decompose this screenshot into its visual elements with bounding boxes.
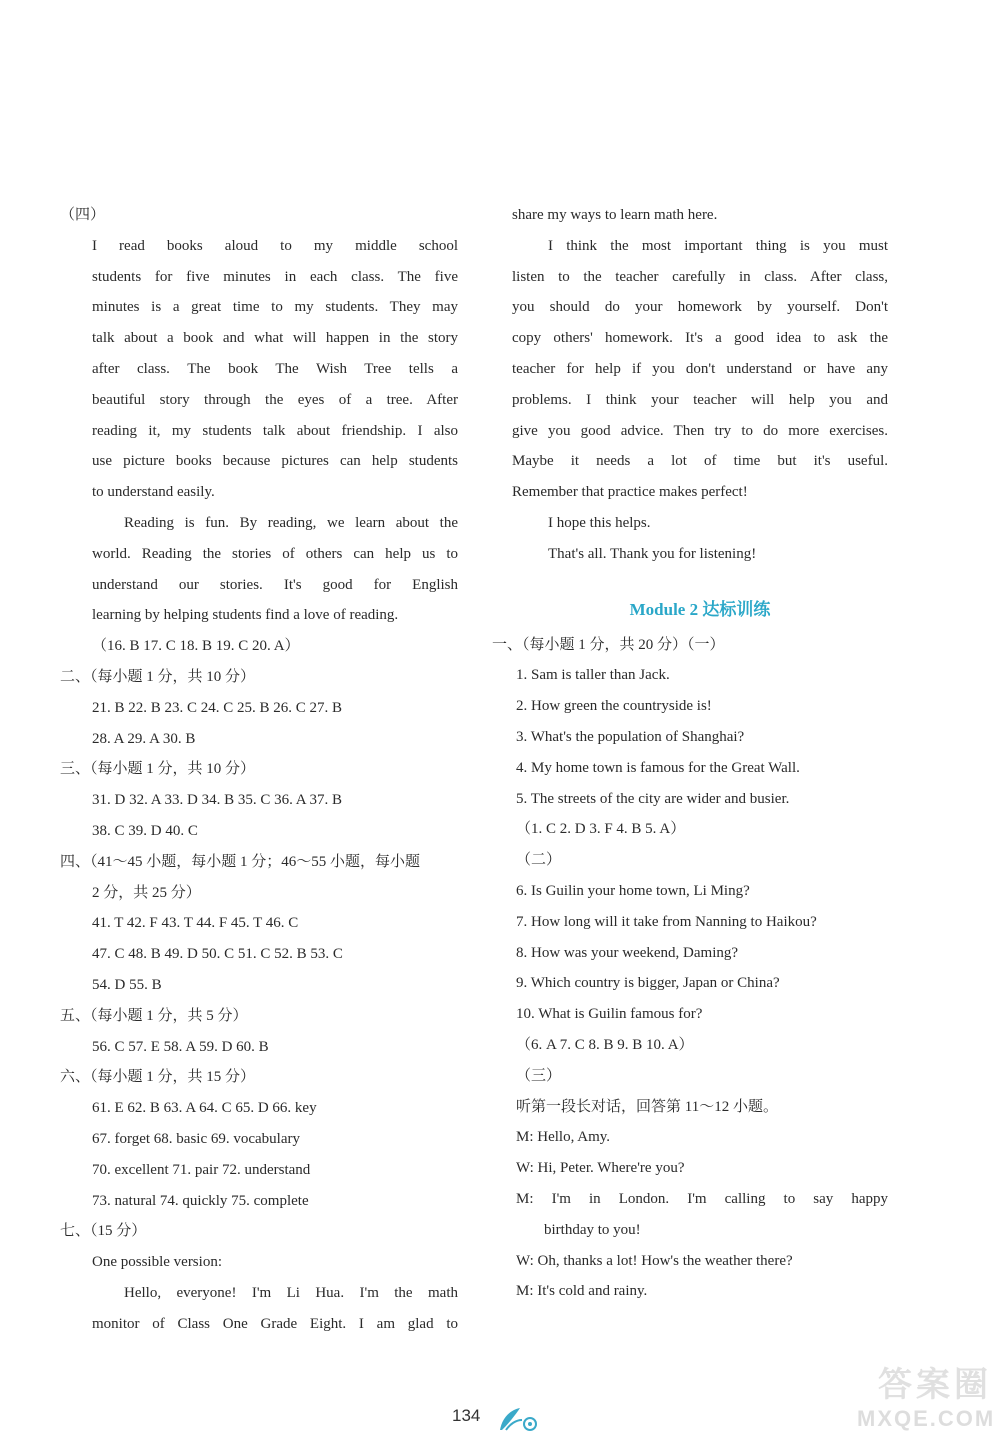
text-line: 56. C 57. E 58. A 59. D 60. B xyxy=(92,1038,269,1055)
text-line: M: I'm in London. I'm calling to say happy xyxy=(516,1190,888,1207)
text-line: 73. natural 74. quickly 75. complete xyxy=(92,1192,309,1209)
text-line: copy others' homework. It's a good idea to ask the xyxy=(512,330,888,347)
text-line: reading it, my students talk about friendship. I also xyxy=(92,422,458,439)
text-line: 41. T 42. F 43. T 44. F 45. T 46. C xyxy=(92,915,299,932)
watermark-top: 答案圈 xyxy=(878,1366,992,1404)
text-line: 2 分，共 25 分） xyxy=(92,884,201,901)
text-line: Reading is fun. By reading, we learn about the xyxy=(124,514,458,531)
text-line: Remember that practice makes perfect! xyxy=(512,484,748,501)
text-line: 二、（每小题 1 分，共 10 分） xyxy=(60,668,256,685)
text-line: talk about a book and what will happen in the story xyxy=(92,330,458,347)
text-line: learning by helping students find a love of reading. xyxy=(92,607,399,624)
text-line: you should do your homework by yourself. Don't xyxy=(512,299,888,316)
text-line: 8. How was your weekend, Daming? xyxy=(516,944,739,961)
text-line: 5. The streets of the city are wider and busier. xyxy=(516,790,790,807)
text-line: 五、（每小题 1 分，共 5 分） xyxy=(60,1007,248,1024)
right-column-top xyxy=(512,200,888,570)
watermark-logo xyxy=(857,1357,996,1445)
text-line: I hope this helps. xyxy=(548,514,651,531)
text-line: One possible version: xyxy=(92,1254,222,1271)
text-line: monitor of Class One Grade Eight. I am glad to xyxy=(92,1315,458,1332)
text-line: 7. How long will it take from Nanning to Haikou? xyxy=(516,913,817,930)
text-line: 听第一段长对话，回答第 11～12 小题。 xyxy=(516,1098,778,1115)
text-line: （1. C 2. D 3. F 4. B 5. A） xyxy=(516,821,686,838)
text-line: 六、（每小题 1 分，共 15 分） xyxy=(60,1069,256,1086)
text-line: Maybe it needs a lot of time but it's useful. xyxy=(512,453,888,470)
text-line: world. Reading the stories of others can help us to xyxy=(92,545,458,562)
text-line: （三） xyxy=(516,1067,562,1084)
text-line: 2. How green the countryside is! xyxy=(516,698,712,715)
text-line: That's all. Thank you for listening! xyxy=(548,545,757,562)
text-line: （四） xyxy=(60,207,106,223)
text-line: 31. D 32. A 33. D 34. B 35. C 36. A 37. B xyxy=(92,792,343,809)
text-line: （16. B 17. C 18. B 19. C 20. A） xyxy=(92,638,300,655)
watermark-bottom: MXQE.COM xyxy=(857,1406,996,1431)
text-line: Hello, everyone! I'm Li Hua. I'm the math xyxy=(124,1284,458,1301)
text-line: I read books aloud to my middle school xyxy=(92,237,458,254)
text-line: 67. forget 68. basic 69. vocabulary xyxy=(92,1130,301,1147)
text-line: listen to the teacher carefully in class. After class, xyxy=(512,268,888,285)
text-line: （二） xyxy=(516,852,562,869)
module-title: Module 2 达标训练 xyxy=(629,599,771,619)
text-line: （6. A 7. C 8. B 9. B 10. A） xyxy=(516,1036,694,1053)
text-line: 54. D 55. B xyxy=(92,976,162,993)
text-line: 21. B 22. B 23. C 24. C 25. B 26. C 27. B xyxy=(92,699,343,716)
text-line: birthday to you! xyxy=(544,1221,641,1238)
text-line: 4. My home town is famous for the Great Wall. xyxy=(516,759,800,776)
text-line: students for five minutes in each class. The five xyxy=(92,268,458,285)
leaf-swirl-icon xyxy=(496,1404,540,1434)
text-line: W: Oh, thanks a lot! How's the weather there? xyxy=(516,1252,793,1269)
page-number: 134 xyxy=(452,1406,481,1425)
text-line: 9. Which country is bigger, Japan or China? xyxy=(516,975,780,992)
text-line: 70. excellent 71. pair 72. understand xyxy=(92,1161,311,1178)
left-column xyxy=(60,200,458,1339)
text-line: 28. A 29. A 30. B xyxy=(92,730,196,747)
text-line: 6. Is Guilin your home town, Li Ming? xyxy=(516,882,750,899)
text-line: minutes is a great time to my students. They may xyxy=(92,299,458,316)
text-line: 1. Sam is taller than Jack. xyxy=(516,667,670,684)
text-line: to understand easily. xyxy=(92,484,215,501)
text-line: give you good advice. Then try to do more exercises. xyxy=(512,422,888,439)
text-line: 四、（41～45 小题，每小题 1 分；46～55 小题，每小题 xyxy=(60,853,421,870)
text-line: 三、（每小题 1 分，共 10 分） xyxy=(60,761,256,778)
text-line: 47. C 48. B 49. D 50. C 51. C 52. B 53. C xyxy=(92,946,343,963)
text-line: 38. C 39. D 40. C xyxy=(92,822,198,839)
text-line: beautiful story through the eyes of a tree. After xyxy=(92,391,458,408)
text-line: 3. What's the population of Shanghai? xyxy=(516,728,745,745)
text-line: understand our stories. It's good for English xyxy=(92,576,458,593)
text-line: M: It's cold and rainy. xyxy=(516,1283,648,1300)
text-line: W: Hi, Peter. Where're you? xyxy=(516,1160,685,1177)
text-line: M: Hello, Amy. xyxy=(516,1129,611,1146)
text-line: 一、（每小题 1 分，共 20 分）（一） xyxy=(492,636,725,653)
text-line: teacher for help if you don't understand or have any xyxy=(512,360,888,377)
text-line: 七、（15 分） xyxy=(60,1223,147,1240)
text-line: problems. I think your teacher will help you and xyxy=(512,391,888,408)
right-column xyxy=(492,200,888,1307)
text-line: 10. What is Guilin famous for? xyxy=(516,1006,703,1023)
text-line: share my ways to learn math here. xyxy=(512,207,718,223)
right-column-bottom xyxy=(492,630,888,1308)
text-line: after class. The book The Wish Tree tells a xyxy=(92,360,458,377)
text-line: I think the most important thing is you must xyxy=(548,237,888,254)
text-line: use picture books because pictures can help students xyxy=(92,453,458,470)
text-line: 61. E 62. B 63. A 64. C 65. D 66. key xyxy=(92,1100,317,1117)
